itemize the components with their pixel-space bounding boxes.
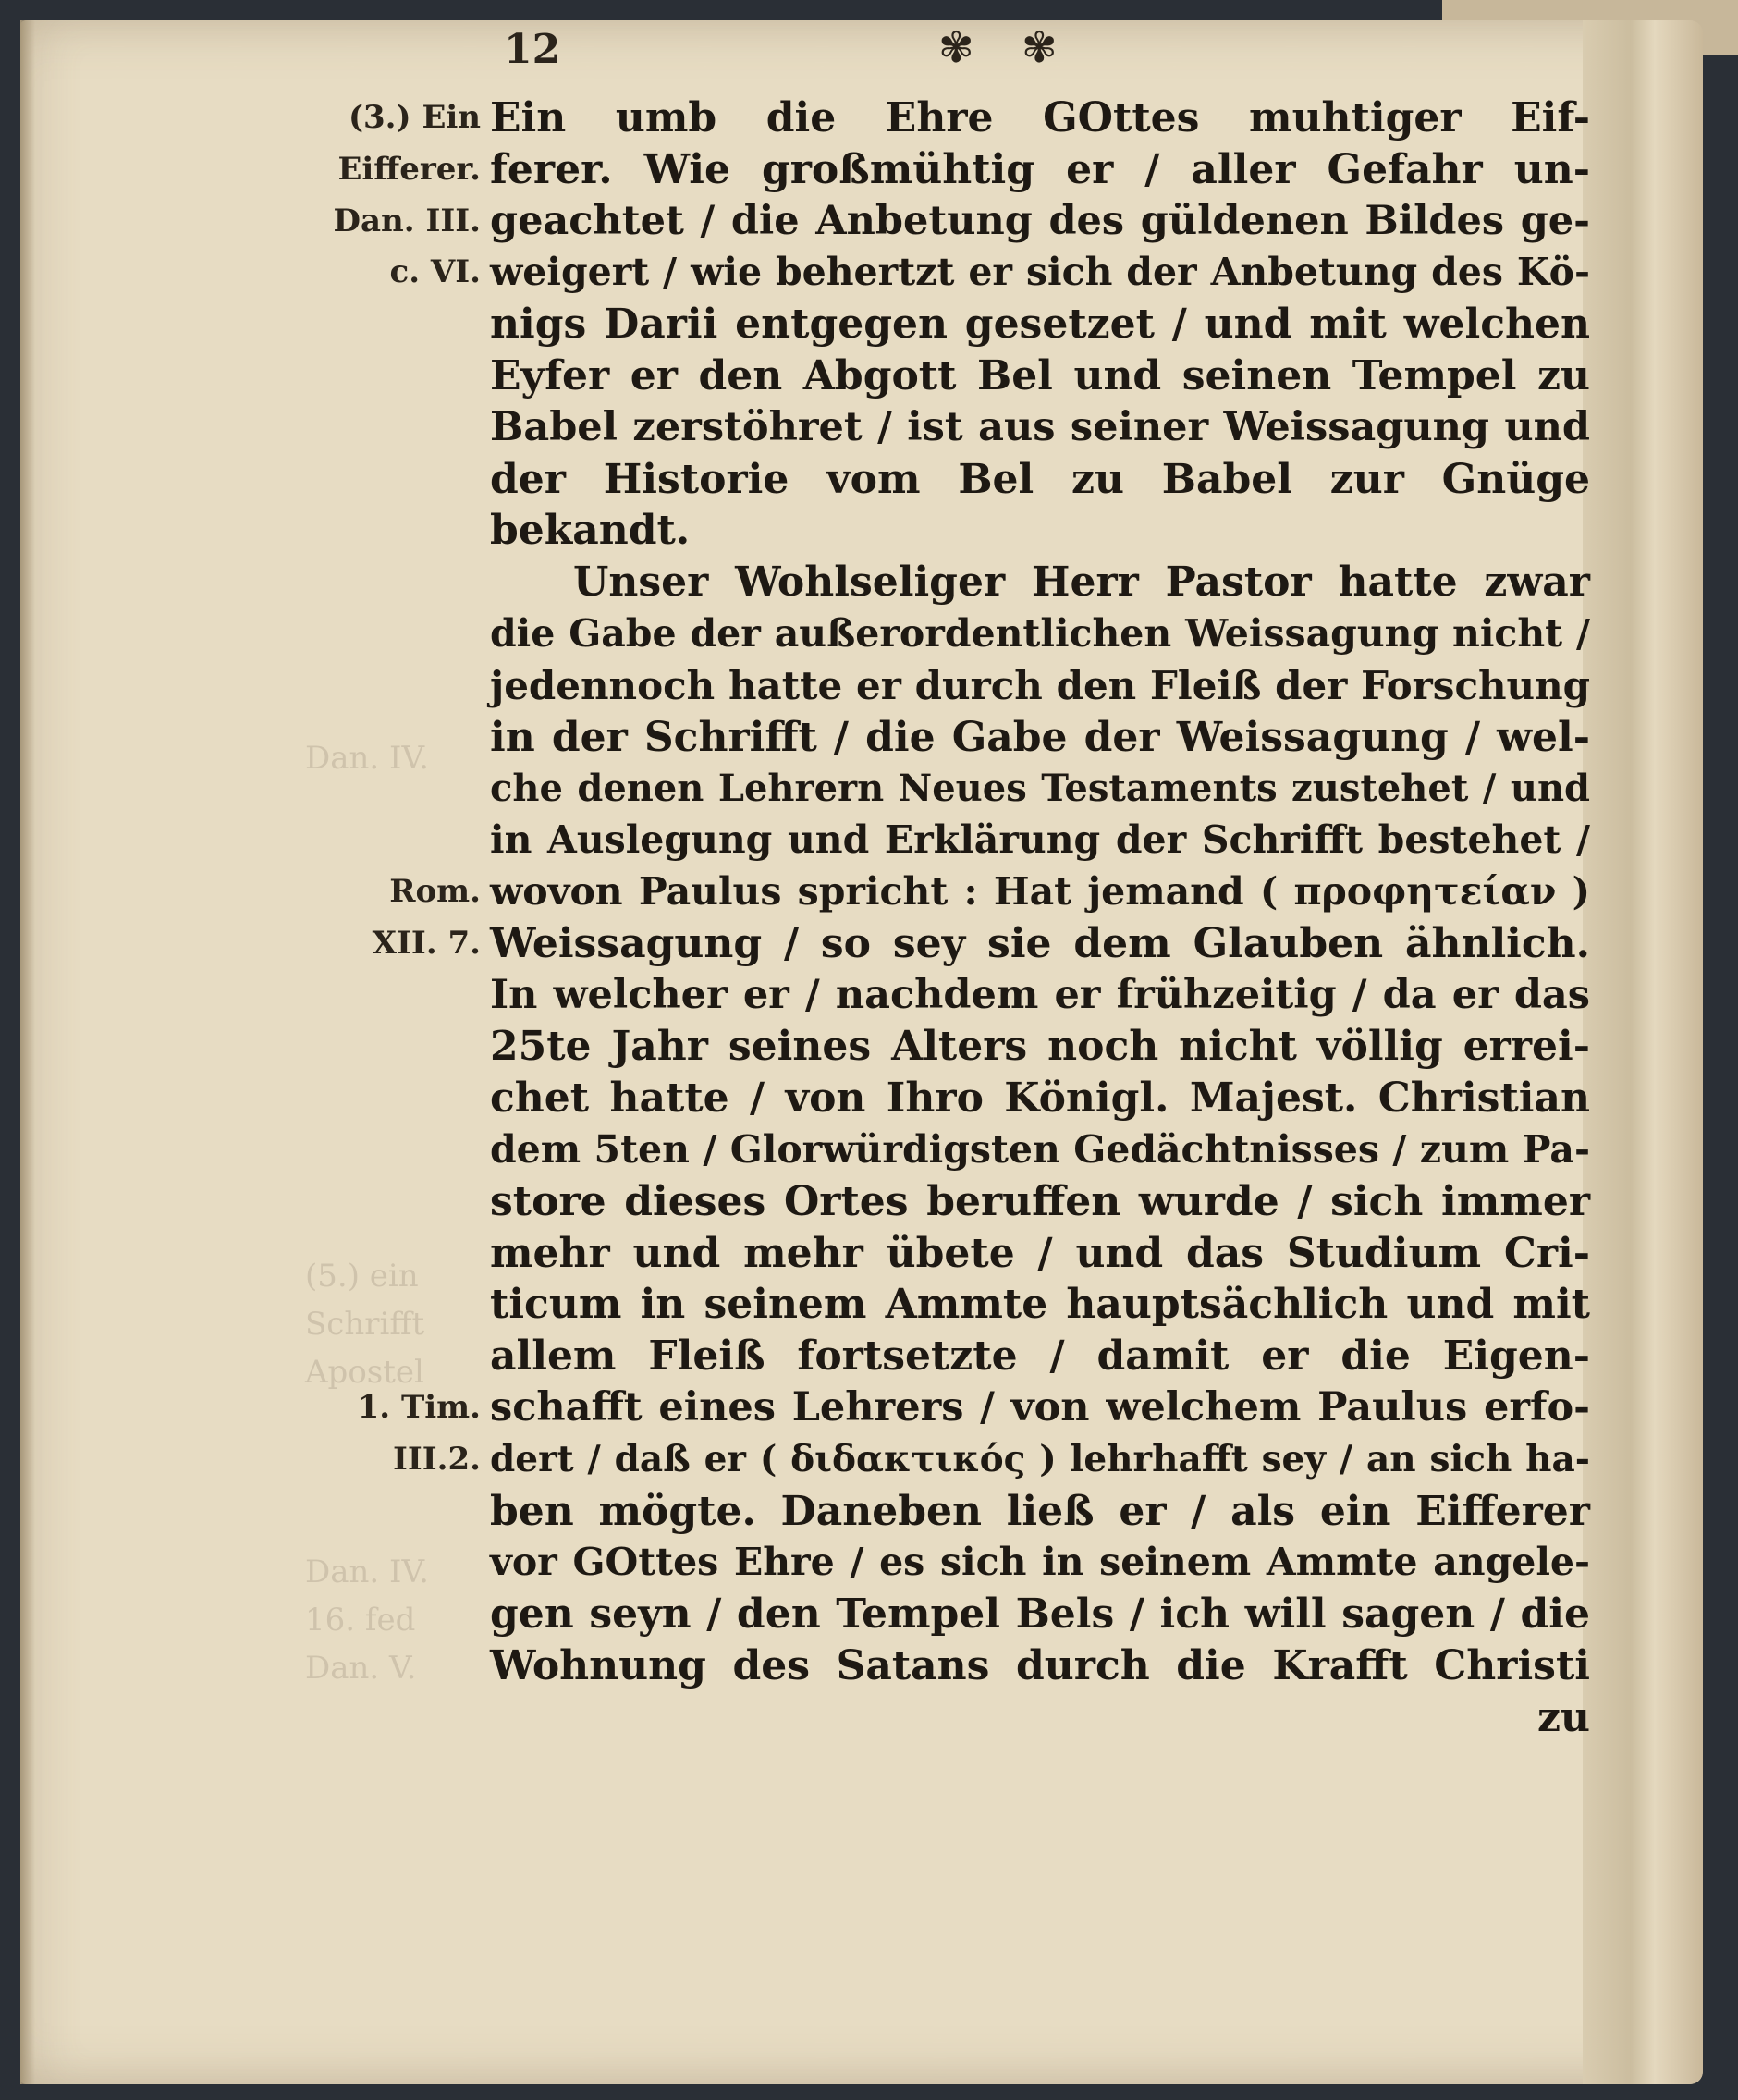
text-line: gen seyn / den Tempel Bels / ich will sagen / die xyxy=(490,1590,1590,1639)
text-line: in der Schrifft / die Gabe der Weissagung / wel- xyxy=(490,713,1590,761)
page-gutter-shadow xyxy=(20,20,35,2084)
text-line: geachtet / die Anbetung des güldenen Bildes ge- xyxy=(490,197,1590,244)
text-line: ferer. Wie großmühtig er / aller Gefahr un- xyxy=(490,145,1590,193)
text-line: Unser Wohlseliger Herr Pastor hatte zwar xyxy=(573,559,1590,607)
text-line: ben mögte. Daneben ließ er / als ein Eifferer xyxy=(490,1487,1590,1535)
text-line: nigs Darii entgegen gesetzet / und mit welchen xyxy=(490,301,1590,349)
margin-note: Rom. xyxy=(389,873,481,910)
text-line: jedennoch hatte er durch den Fleiß der Forschung xyxy=(490,662,1590,708)
bleed-through: Dan. IV. 16. fed Dan. V. xyxy=(305,1554,429,1687)
text-line: schafft eines Lehrers / von welchem Paulus erfo- xyxy=(490,1383,1590,1431)
margin-note: III.2. xyxy=(392,1440,481,1478)
catchword: zu xyxy=(1537,1693,1590,1741)
text-line: in Auslegung und Erklärung der Schrifft bestehet / xyxy=(490,817,1590,863)
margin-note: Eifferer. xyxy=(337,150,481,188)
text-line: der Historie vom Bel zu Babel zur Gnüge xyxy=(490,455,1590,503)
text-line: In welcher er / nachdem er frühzeitig / da er das xyxy=(490,971,1590,1018)
text-line: bekandt. xyxy=(490,507,691,555)
text-line: Wohnung des Satans durch die Krafft Christi xyxy=(490,1641,1590,1689)
margin-note: 1. Tim. xyxy=(357,1389,481,1426)
margin-notes-group2 xyxy=(305,866,481,970)
text-line: dem 5ten / Glorwürdigsten Gedächtnisses / zum Pa- xyxy=(490,1126,1590,1172)
ornament-icon: ✾ xyxy=(938,22,974,72)
text-line: mehr und mehr übete / und das Studium Cri- xyxy=(490,1229,1590,1277)
body-text xyxy=(490,92,1590,1744)
margin-note: (3.) Ein xyxy=(348,99,481,136)
margin-note: c. VI. xyxy=(389,253,481,291)
page-header xyxy=(504,22,1169,81)
text-line: dert / daß er ( διδακτικός ) lehrhafft sey / an sich ha- xyxy=(490,1437,1590,1480)
text-line: store dieses Ortes beruffen wurde / sich immer xyxy=(490,1177,1590,1225)
text-line: 25te Jahr seines Alters noch nicht völlig errei- xyxy=(490,1023,1590,1071)
bleed-through: Dan. IV. xyxy=(305,740,429,777)
text-line: Eyfer er den Abgott Bel und seinen Tempel zu xyxy=(490,351,1590,399)
text-line: Ein umb die Ehre GOttes muhtiger Eif- xyxy=(490,94,1590,141)
ornament-icon: ✾ xyxy=(1022,22,1058,72)
text-line: vor GOttes Ehre / es sich in seinem Ammte angele- xyxy=(490,1540,1590,1585)
margin-note: XII. 7. xyxy=(372,924,481,962)
text-line: chet hatte / von Ihro Königl. Majest. Christian xyxy=(490,1075,1590,1123)
text-line: Babel zerstöhret / ist aus seiner Weissagung und xyxy=(490,403,1590,450)
text-line: wovon Paulus spricht : Hat jemand ( προφητείαν ) xyxy=(490,868,1590,914)
margin-notes-group1 xyxy=(305,92,481,299)
text-line: che denen Lehrern Neues Testaments zustehet / und xyxy=(490,767,1590,811)
text-line: die Gabe der außerordentlichen Weissagung nicht / xyxy=(490,610,1590,656)
text-line: ticum in seinem Ammte hauptsächlich und mit xyxy=(490,1281,1590,1329)
text-line: Weissagung / so sey sie dem Glauben ähnlich. xyxy=(490,919,1590,967)
text-line: weigert / wie behertzt er sich der Anbetung des Kö- xyxy=(490,250,1590,295)
text-line: allem Fleiß fortsetzte / damit er die Eigen- xyxy=(490,1332,1590,1381)
bleed-through: (5.) ein Schrifft Apostel xyxy=(305,1258,425,1391)
margin-note: Dan. III. xyxy=(333,202,481,239)
page-edge xyxy=(1583,20,1703,2084)
page-number: 12 xyxy=(504,26,561,73)
margin-notes-group3 xyxy=(305,1382,481,1486)
